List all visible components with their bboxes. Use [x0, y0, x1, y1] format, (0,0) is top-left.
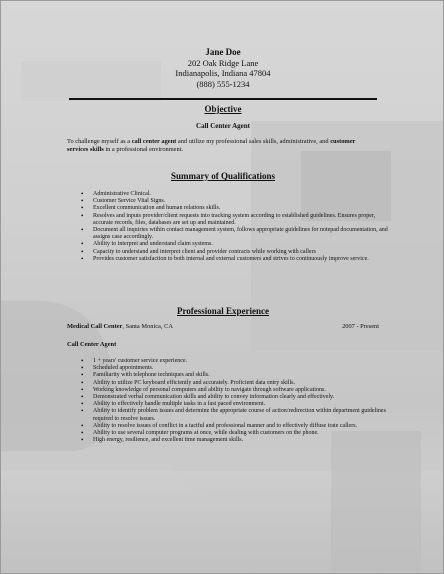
list-item: • Ability to utilize PC keyboard efficiently and accurately. Proficient data entry skills. — [93, 380, 389, 387]
employer-location: , Santa Monica, CA — [122, 323, 173, 330]
header-divider — [69, 98, 377, 100]
list-item: • Familiarity with telephone techniques and skills. — [93, 372, 389, 379]
list-item: • Administrative Clinical. — [93, 191, 389, 198]
qualifications-heading: Summary of Qualifications — [170, 171, 275, 181]
objective-text: To challenge myself as a call center agent and utilize my professional sales skills, administrative, and customer services skills in a professional environment. — [67, 138, 356, 153]
objective-heading: Objective — [204, 104, 242, 114]
list-item: • Scheduled appointments. — [93, 365, 389, 372]
job-title: Call Center Agent — [67, 341, 117, 348]
list-item: • Ability to interpret and understand claim systems. — [93, 241, 389, 248]
list-item: • Capacity to understand and interpret client and provider contracts while working with callers — [93, 249, 389, 256]
address-line: 202 Oak Ridge Lane — [187, 57, 259, 68]
list-item: • Demonstrated verbal communication skills and ability to convey information clearly and effectively. — [93, 394, 389, 401]
list-item: • Ability to use several computer programs at once, while dealing with customers on the phone. — [93, 430, 389, 437]
experience-list — [79, 358, 389, 444]
list-item: • Customer Service Vital Signs. — [93, 198, 389, 205]
list-item: • 1 + years' customer service experience. — [93, 358, 389, 365]
list-item: • Ability to effectively handle multiple tasks in a fast paced environment. — [93, 401, 389, 408]
employment-dates: 2007 - Present — [342, 323, 379, 330]
list-item: • Excellent communication and human relations skills. — [93, 205, 389, 212]
list-item: • Working knowledge of personal computers and ability to navigate through software applications. — [93, 387, 389, 394]
experience-heading: Professional Experience — [176, 306, 270, 316]
list-item: • Ability to resolve issues of conflict in a tactful and professional manner and to effectively diffuse irate callers. — [93, 423, 389, 430]
phone-line: (888) 555-1234 — [196, 78, 250, 89]
applicant-name: Jane Doe — [205, 47, 241, 57]
list-item: • Provides customer satisfaction to both internal and external customers and strives to continuously improve service. — [93, 256, 389, 263]
employer-name: Medical Call Center — [67, 323, 123, 330]
list-item: • Resolves and inputs provider/client requests into tracking system according to established guidelines. Ensures proper, accurate records, files, databases are set up and maintained. — [93, 213, 389, 227]
list-item: • Document all inquiries within contact management system, follows appropriate guidelines for notepad documentation, and assigns case accordingly. — [93, 227, 389, 241]
city-line: Indianapolis, Indiana 47804 — [175, 68, 271, 78]
employer-line — [67, 323, 379, 330]
list-item: • High energy, resilience, and excellent time management skills. — [93, 437, 389, 444]
objective-subheading: Call Center Agent — [196, 122, 250, 130]
qualifications-list — [79, 191, 389, 263]
list-item: • Ability to identify problem issues and determine the appropriate course of action/redirection within department guidelines required to resolve issues. — [93, 408, 389, 422]
resume-content — [1, 1, 444, 574]
contact-header — [1, 47, 444, 89]
